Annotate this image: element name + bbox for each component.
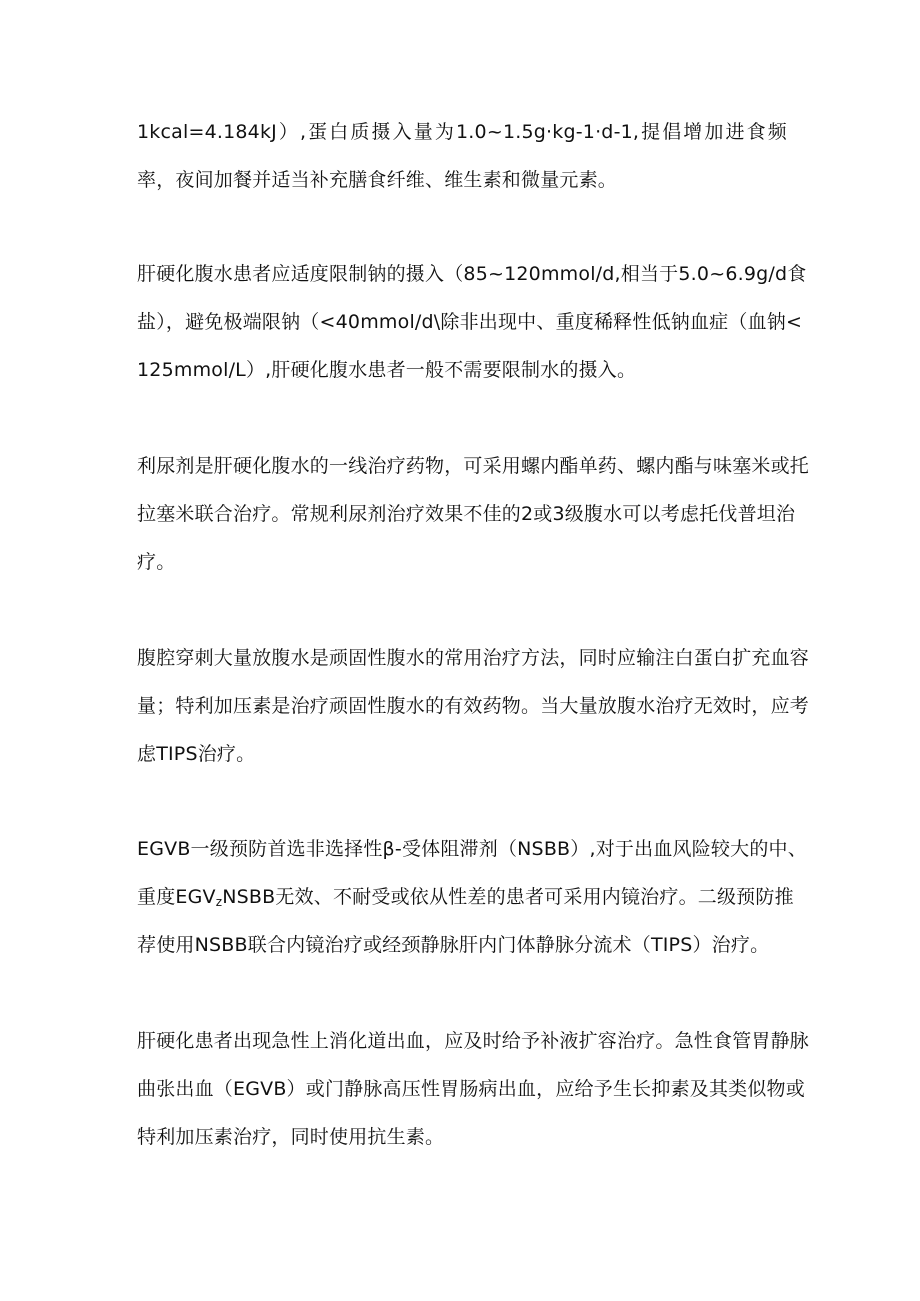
text-line: 虑TIPS治疗。 xyxy=(137,743,256,765)
text-segment: 重度EGV xyxy=(137,886,216,908)
paragraph-refractory-ascites xyxy=(137,642,810,786)
text-line: 1kcal=4.184kJ）,蛋白质摄入量为1.0~1.5g·kg-1·d-1,提倡增加进食频 xyxy=(137,121,787,143)
text-line: 特利加压素治疗，同时使用抗生素。 xyxy=(137,1126,445,1148)
text-line: 疗。 xyxy=(137,551,176,573)
text-line: 盐），避免极端限钠（<40mmol/d\除非出现中、重度稀释性低钠血症（血钠< xyxy=(137,311,803,333)
text-line-with-subscript xyxy=(137,881,794,929)
paragraph-nutrition xyxy=(137,116,787,212)
paragraph-sodium-restriction xyxy=(137,258,807,402)
text-line: 肝硬化腹水患者应适度限制钠的摄入（85~120mmol/d,相当于5.0~6.9g/d食 xyxy=(137,263,807,285)
paragraph-diuretics xyxy=(137,450,810,594)
paragraph-egvb-prevention xyxy=(137,833,807,977)
text-segment: NSBB无效、不耐受或依从性差的患者可采用内镜治疗。二级预防推 xyxy=(222,886,794,908)
text-line: 曲张出血（EGVB）或门静脉高压性胃肠病出血，应给予生长抑素及其类似物或 xyxy=(137,1078,805,1100)
text-line: 125mmol/L）,肝硬化腹水患者一般不需要限制水的摄入。 xyxy=(137,359,637,381)
text-line: 荐使用NSBB联合内镜治疗或经颈静脉肝内门体静脉分流术（TIPS）治疗。 xyxy=(137,934,770,956)
text-line: 拉塞米联合治疗。常规利尿剂治疗效果不佳的2或3级腹水可以考虑托伐普坦治 xyxy=(137,503,796,525)
paragraph-acute-bleeding xyxy=(137,1025,810,1169)
text-line: 腹腔穿刺大量放腹水是顽固性腹水的常用治疗方法，同时应输注白蛋白扩充血容 xyxy=(137,647,810,669)
text-line: 率，夜间加餐并适当补充膳食纤维、维生素和微量元素。 xyxy=(137,169,618,191)
text-line: 利尿剂是肝硬化腹水的一线治疗药物，可采用螺内酯单药、螺内酯与味塞米或托 xyxy=(137,455,810,477)
text-line: 肝硬化患者出现急性上消化道出血，应及时给予补液扩容治疗。急性食管胃静脉 xyxy=(137,1030,810,1052)
text-line: 量；特利加压素是治疗顽固性腹水的有效药物。当大量放腹水治疗无效时，应考 xyxy=(137,695,810,717)
subscript-text: z xyxy=(215,895,223,909)
text-line: EGVB一级预防首选非选择性β-受体阻滞剂（NSBB）,对于出血风险较大的中、 xyxy=(137,838,807,860)
